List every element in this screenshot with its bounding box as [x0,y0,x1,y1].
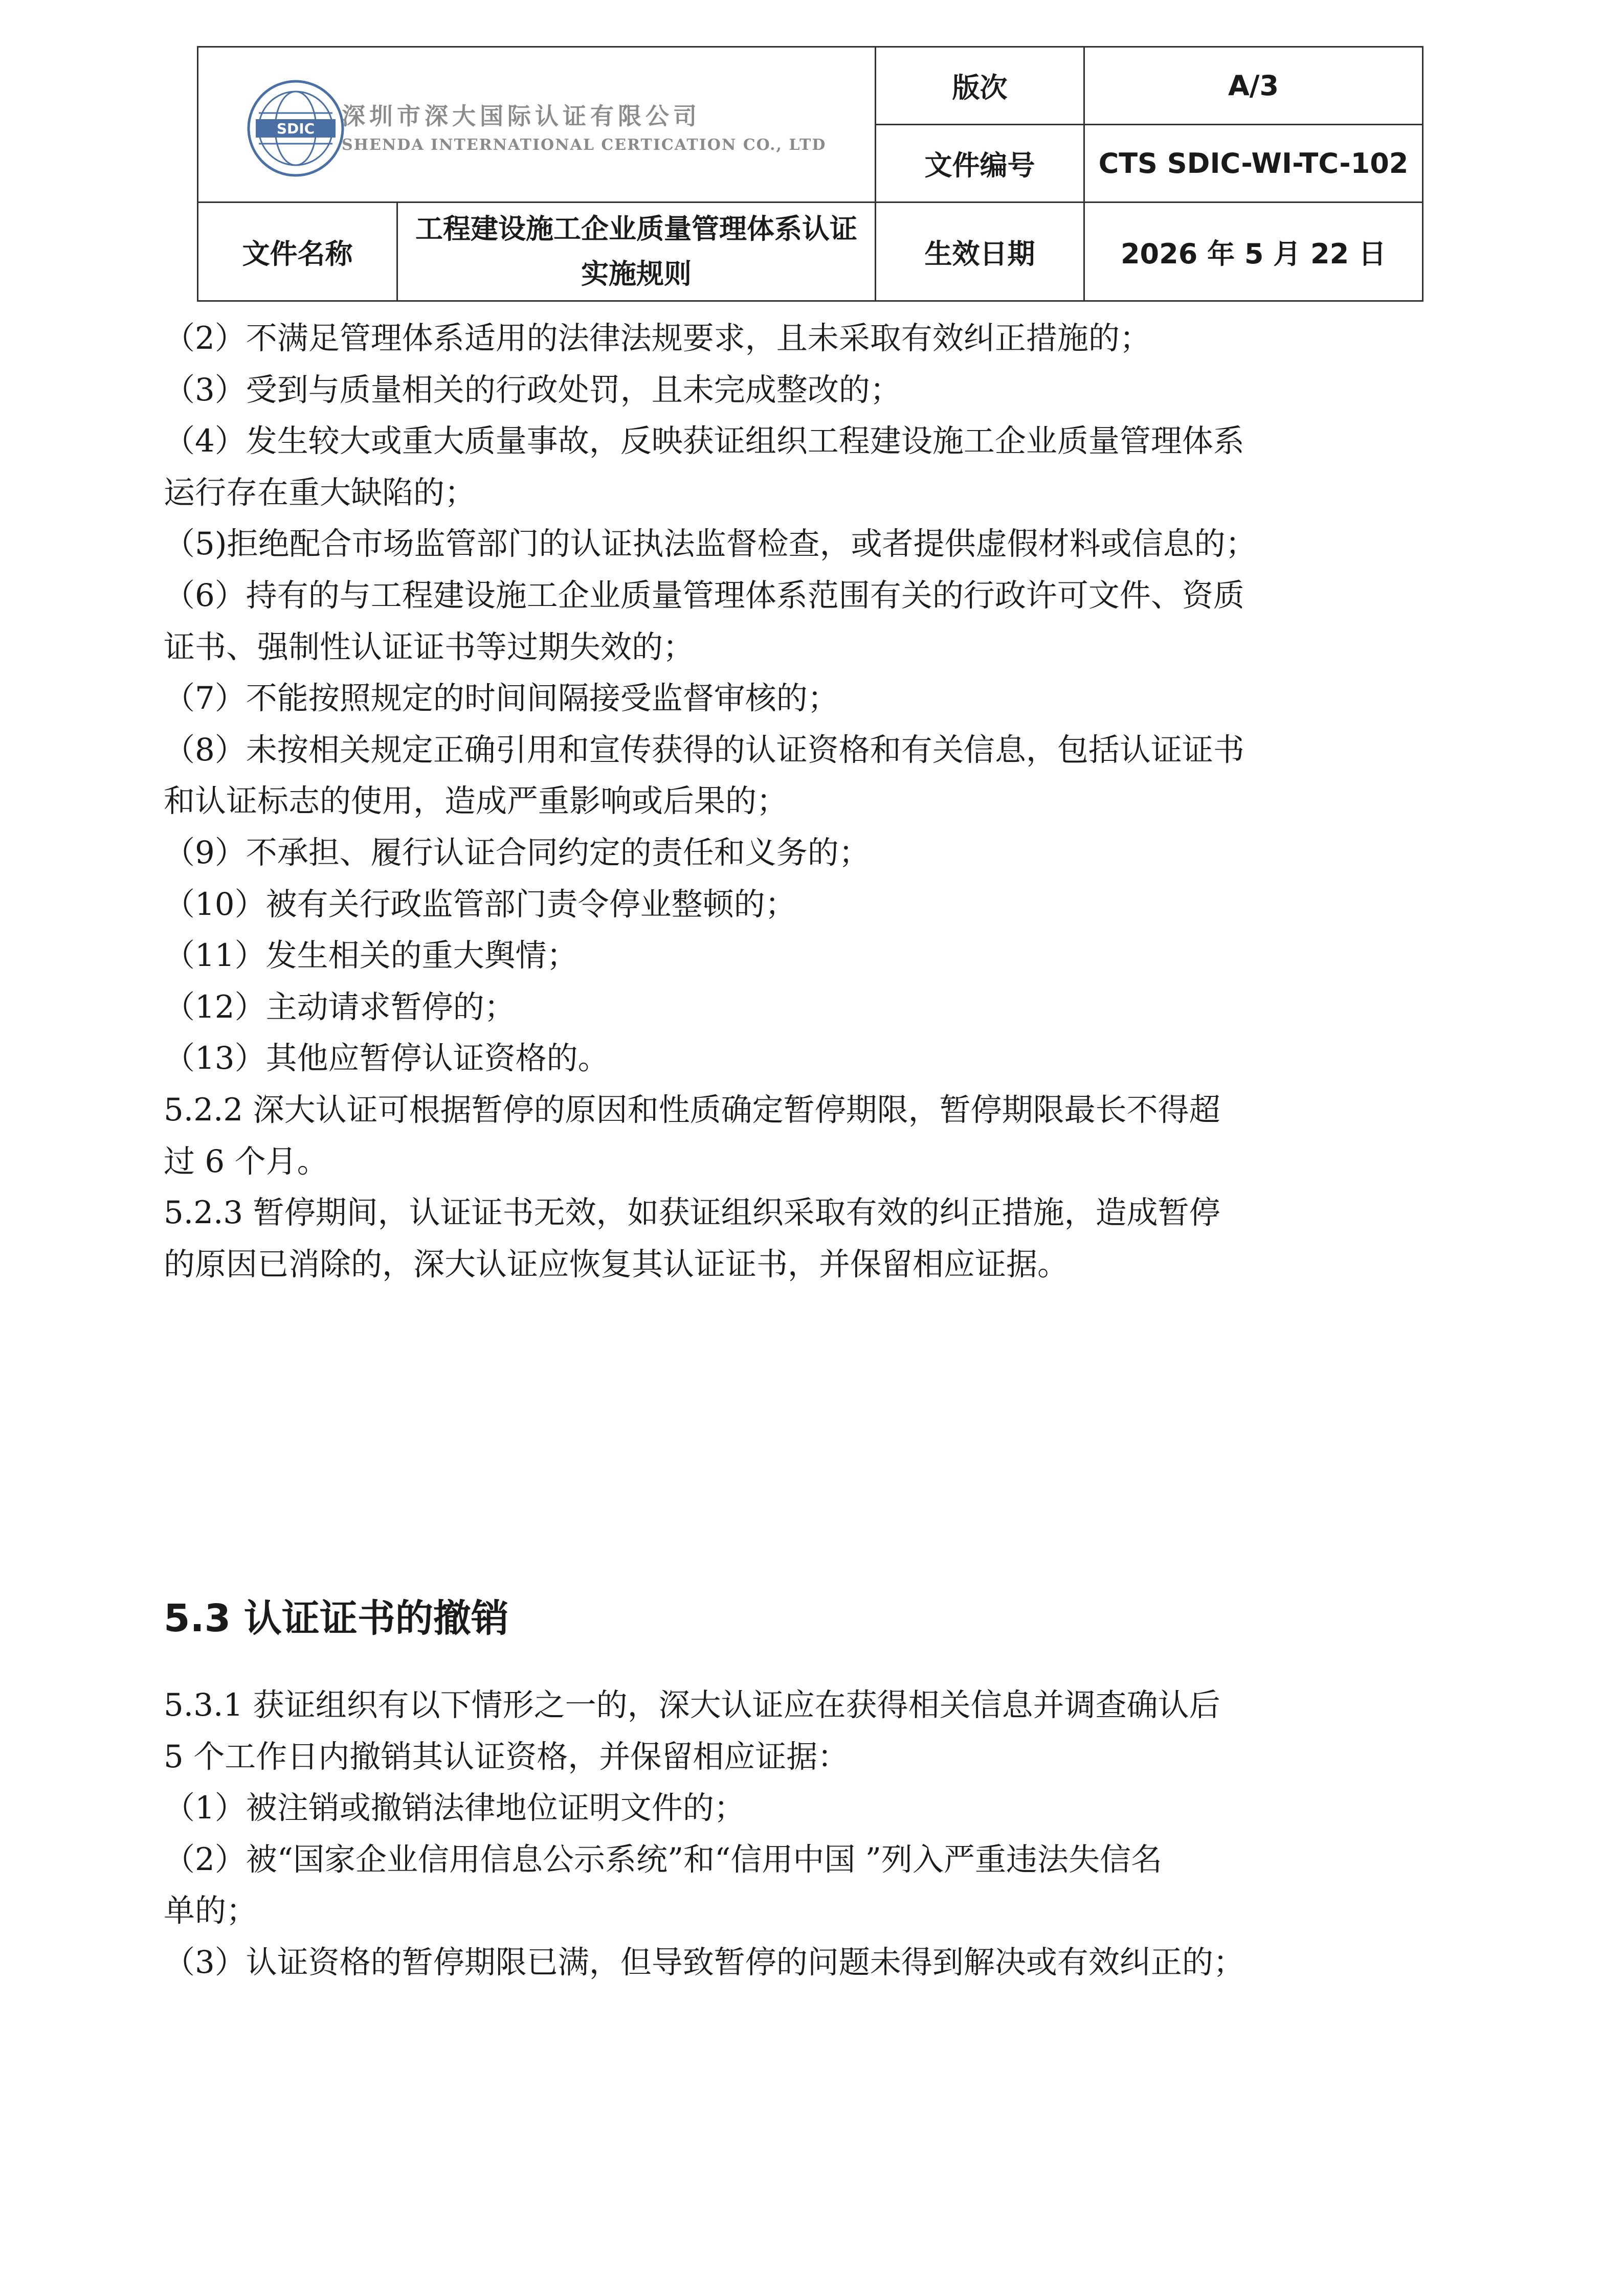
paragraph-line: 和认证标志的使用，造成严重影响或后果的； [164,783,788,820]
paragraph-line: （9）不承担、履行认证合同约定的责任和义务的； [164,834,870,871]
paragraph-line: （13）其他应暂停认证资格的。 [164,1040,609,1077]
paragraph-line: （6）持有的与工程建设施工企业质量管理体系范围有关的行政许可文件、资质 [164,577,1244,614]
paragraph-line: 5.2.2 深大认证可根据暂停的原因和性质确定暂停期限，暂停期限最长不得超 [164,1091,1220,1128]
company-name-en: SHENDA INTERNATIONAL CERTICATION CO., LTD [342,136,827,154]
globe-logo-icon [244,77,347,179]
paragraph-line: （11）发生相关的重大舆情； [164,937,578,974]
paragraph-line: （8）未按相关规定正确引用和宣传获得的认证资格和有关信息，包括认证证书 [164,731,1244,768]
paragraph-line: （2）不满足管理体系适用的法律法规要求，且未采取有效纠正措施的； [164,320,1151,356]
paragraph-line: 单的； [164,1893,258,1929]
effective-date-value: 2026 年 5 月 22 日 [1084,202,1423,301]
paragraph-line: 过 6 个月。 [164,1143,328,1180]
company-logo [244,77,827,179]
paragraph-line: （3）认证资格的暂停期限已满，但导致暂停的问题未得到解决或有效纠正的； [164,1944,1244,1980]
logo-text: SDIC [276,120,315,137]
version-label: 版次 [876,47,1084,125]
paragraph-line: 运行存在重大缺陷的； [164,474,476,511]
doc-number-value: CTS SDIC-WI-TC-102 [1084,125,1423,202]
doc-name-label: 文件名称 [198,202,397,301]
document-header-table [197,46,1423,302]
paragraph-line: 5 个工作日内撤销其认证资格，并保留相应证据： [164,1738,849,1775]
paragraph-line: （12）主动请求暂停的； [164,988,516,1025]
paragraph-line: （4）发生较大或重大质量事故，反映获证组织工程建设施工企业质量管理体系 [164,423,1244,460]
effective-date-label: 生效日期 [876,202,1084,301]
doc-number-label: 文件编号 [876,125,1084,202]
paragraph-line: （1）被注销或撤销法律地位证明文件的； [164,1790,745,1827]
paragraph-line: 证书、强制性认证证书等过期失效的； [164,628,695,665]
company-logo-cell [198,47,876,202]
paragraph-line: （10）被有关行政监管部门责令停业整顿的； [164,886,796,922]
doc-name-value: 工程建设施工企业质量管理体系认证实施规则 [397,202,876,301]
paragraph-line: （2）被“国家企业信用信息公示系统”和“信用中国 ”列入严重违法失信名 [164,1841,1162,1878]
paragraph-line: （7）不能按照规定的时间间隔接受监督审核的； [164,680,839,717]
paragraph-line: 的原因已消除的，深大认证应恢复其认证证书，并保留相应证据。 [164,1246,1069,1282]
company-name-cn: 深圳市深大国际认证有限公司 [342,102,701,130]
paragraph-line: （3）受到与质量相关的行政处罚，且未完成整改的； [164,371,901,408]
paragraph-line: 5.2.3 暂停期间，认证证书无效，如获证组织采取有效的纠正措施，造成暂停 [164,1195,1220,1231]
version-value: A/3 [1084,47,1423,125]
paragraph-line: 5.3.1 获证组织有以下情形之一的，深大认证应在获得相关信息并调查确认后 [164,1687,1220,1723]
section-heading: 5.3 认证证书的撤销 [164,1596,509,1640]
paragraph-line: （5)拒绝配合市场监管部门的认证执法监督检查，或者提供虚假材料或信息的； [164,526,1257,562]
section-body-text [164,1680,1476,1989]
body-text [164,313,1476,1290]
